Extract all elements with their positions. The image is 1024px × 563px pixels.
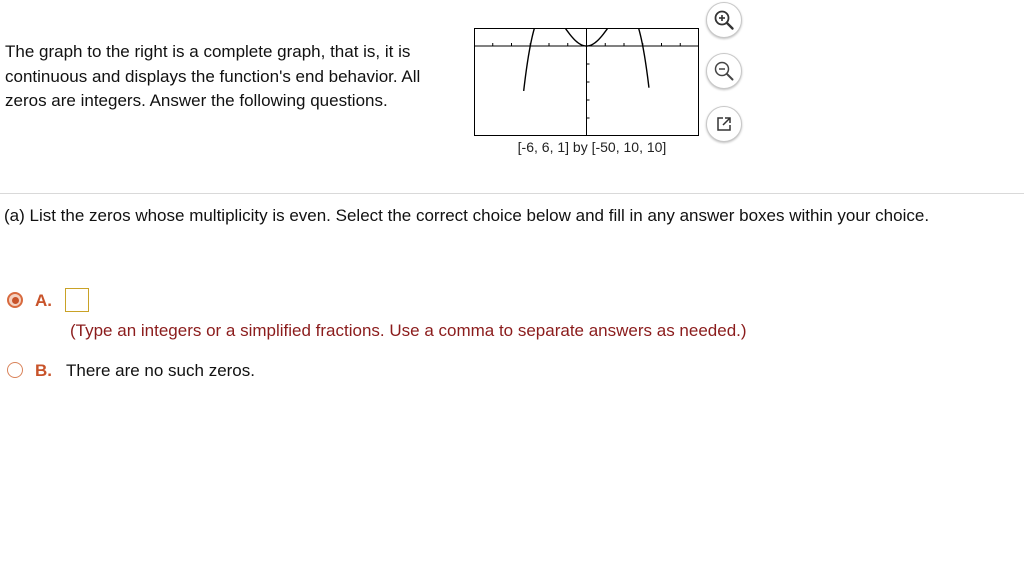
choice-a-answer-input[interactable]	[65, 288, 89, 312]
choice-a-radio[interactable]	[7, 292, 23, 308]
problem-prompt: The graph to the right is a complete graph, that is, it is continuous and displays the function's end behavior. All zeros are integers. Answer the following questions.	[5, 42, 421, 110]
choice-b[interactable]	[7, 361, 255, 381]
choice-a-letter: A.	[35, 291, 52, 310]
choice-a[interactable]	[7, 291, 89, 312]
zoom-out-icon	[713, 60, 735, 82]
popout-button[interactable]	[706, 106, 742, 142]
external-window-icon	[715, 115, 733, 133]
section-divider	[0, 193, 1024, 194]
zoom-in-icon	[713, 9, 735, 31]
choice-b-text: There are no such zeros.	[66, 361, 255, 380]
choice-b-radio[interactable]	[7, 362, 23, 378]
zoom-in-button[interactable]	[706, 2, 742, 38]
choice-a-hint: (Type an integers or a simplified fractions. Use a comma to separate answers as needed.)	[70, 321, 747, 340]
zoom-out-button[interactable]	[706, 53, 742, 89]
window-label: [-6, 6, 1] by [-50, 10, 10]	[517, 139, 667, 155]
function-graph	[474, 28, 699, 136]
graph-svg	[474, 28, 699, 136]
question-text: (a) List the zeros whose multiplicity is even. Select the correct choice below and fill in any answer boxes within your choice.	[4, 206, 930, 225]
choice-b-letter: B.	[35, 361, 52, 380]
